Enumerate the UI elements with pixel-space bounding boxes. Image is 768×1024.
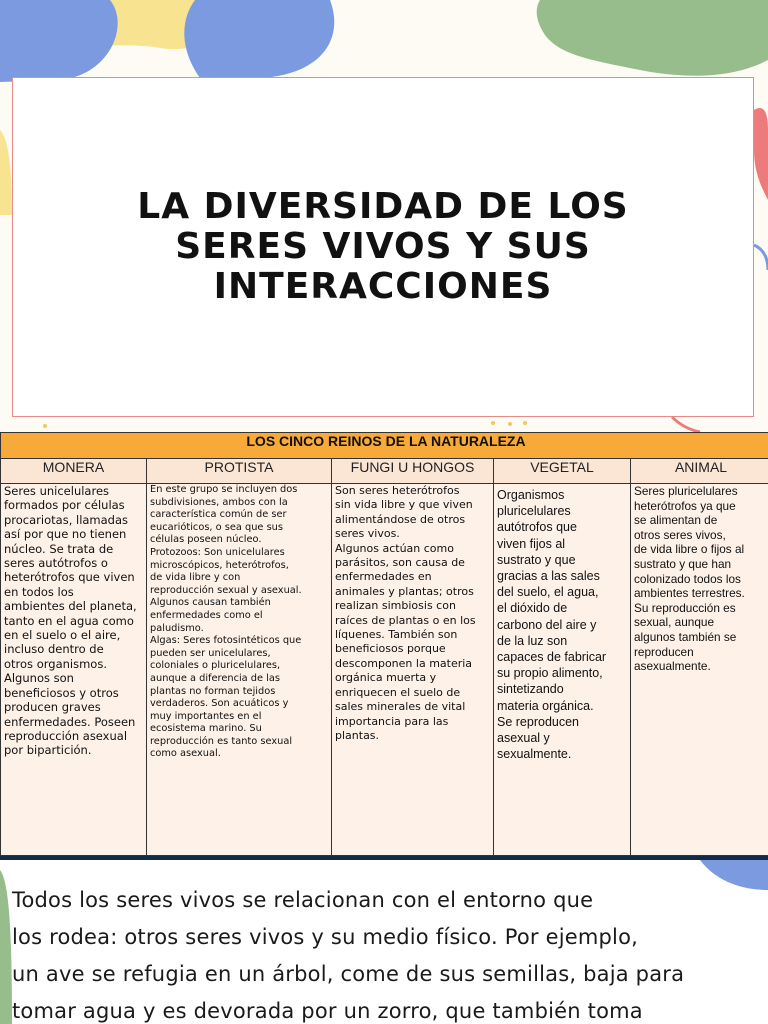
cell-vegetal: Organismos pluricelulares autótrofos que viven fijos al sustrato y que gracias a las sales del suelo, el agua, el dióxido de carbono del aire y de la luz son capaces de fabricar su propio alimento, sintetizando materia orgánica. Se reproducen asexual y sexualmente.: [494, 484, 631, 856]
dot: [523, 421, 527, 425]
intro-paragraph: Todos los seres vivos se relacionan con el entorno que los rodea: otros seres vivos y su medio físico. Por ejemplo, un ave se refugia en un árbol, come de sus semillas, baja para tomar agua y es devorada por un zorro, que también toma: [12, 888, 685, 1023]
pink-blob-right: [754, 108, 768, 200]
blue-blob-top: [0, 0, 118, 82]
cell-monera: Seres unicelulares formados por células procariotas, llamadas así por que no tienen núcleo. Se trata de seres autótrofos o heterótrofos que viven en todos los ambientes del planeta, tanto en el agua como en el suelo o el aire, incluso dentro de otros organismos. Algunos son beneficiosos y otros producen graves enfermedades. Poseen reproducción asexual por bipartición.: [1, 484, 147, 856]
title-slide: [0, 0, 768, 432]
table-row: [1, 484, 768, 856]
green-blob-top-right: [537, 0, 768, 76]
cell-protista: En este grupo se incluyen dos subdivisiones, ambos con la característica común de ser eucarióticos, o sea que sus células poseen núcleo. Protozoos: Son unicelulares microscópicos, heterótrofos, de vida libre y con reproducción sexual y asexual. Algunos causan también enfermedades como el paludismo. Algas: Seres fotosintéticos que pueden ser unicelulares, coloniales o pluricelulares, aunque a diferencia de las plantas no forman tejidos verdaderos. Son acuáticos y muy importantes en el ecosistema marino. Su reproducción es tanto sexual como asexual.: [147, 484, 332, 856]
dot: [508, 422, 512, 426]
table-heading: LOS CINCO REINOS DE LA NATURALEZA: [1, 433, 768, 459]
cell-animal: Seres pluricelulares heterótrofos ya que se alimentan de otros seres vivos, de vida libre o fijos al sustrato y que han colonizado todos los ambientes terrestres. Su reproducción es sexual, aunque algunos también se reproducen asexualmente.: [631, 484, 768, 856]
yellow-blob-left: [0, 130, 12, 215]
green-blob-bottom-left: [0, 870, 12, 1024]
text-slide: [0, 860, 768, 1024]
column-header-fungi: FUNGI U HONGOS: [332, 459, 494, 484]
dot: [43, 424, 47, 428]
pink-arc-bottom: [672, 417, 700, 432]
blue-blob-top-mid: [184, 0, 334, 78]
column-header-protista: PROTISTA: [147, 459, 332, 484]
blue-arc-right: [754, 245, 768, 270]
page-title: LA DIVERSIDAD DE LOS SERES VIVOS Y SUS INTERACCIONES: [137, 186, 629, 307]
table-header-row: [1, 433, 768, 459]
title-card: [12, 77, 754, 417]
cell-fungi: Son seres heterótrofos sin vida libre y que viven alimentándose de otros seres vivos. Algunos actúan como parásitos, son causa de enfermedades en animales y plantas; otros realizan simbiosis con raíces de plantas o en los líquenes. También son beneficiosos porque descomponen la materia orgánica muerta y enriquecen el suelo de sales minerales de vital importancia para las plantas.: [332, 484, 494, 856]
column-header-vegetal: VEGETAL: [494, 459, 631, 484]
kingdoms-table: [0, 432, 768, 856]
column-header-row: [1, 459, 768, 484]
column-header-animal: ANIMAL: [631, 459, 768, 484]
column-header-monera: MONERA: [1, 459, 147, 484]
dot: [491, 421, 495, 425]
